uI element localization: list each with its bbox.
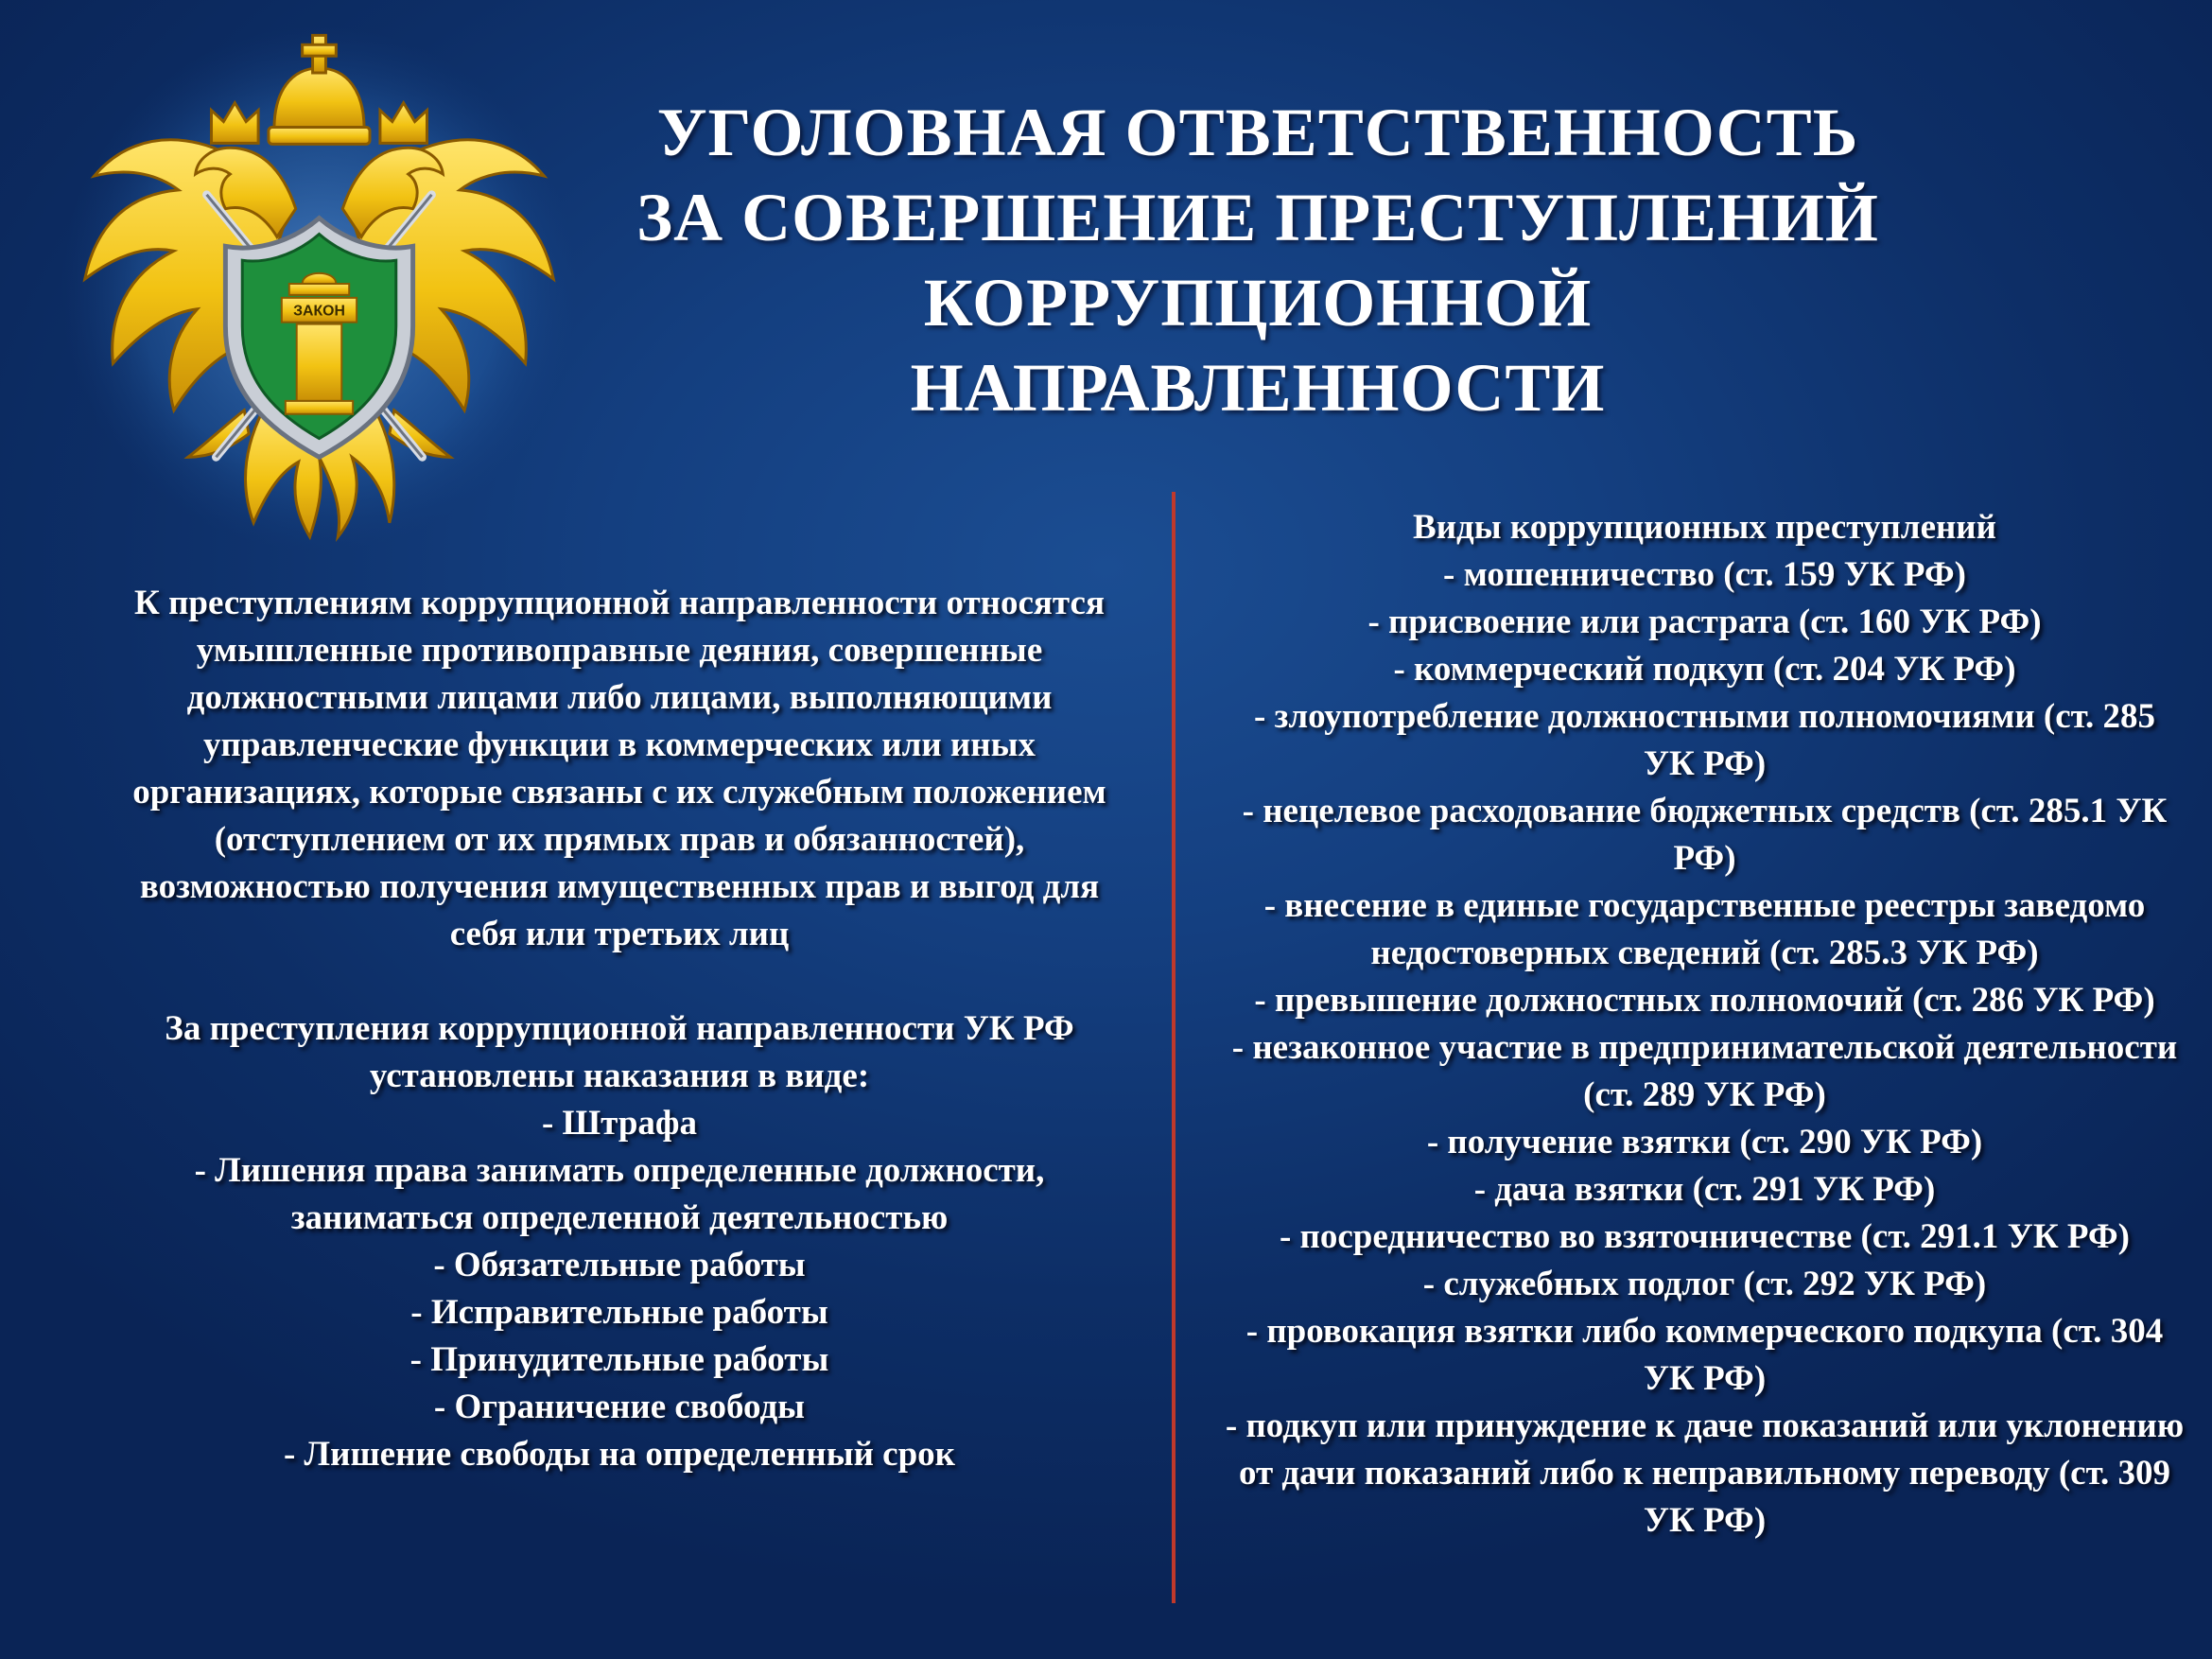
punishment-item: - Лишения права занимать определенные должности, заниматься определенной деятельностью bbox=[194, 1151, 1045, 1237]
punishment-item: - Ограничение свободы bbox=[433, 1388, 806, 1426]
crime-type-item: - дача взятки (ст. 291 УК РФ) bbox=[1473, 1170, 1936, 1209]
punishment-item: - Принудительные работы bbox=[409, 1340, 829, 1379]
crime-type-item: - провокация взятки либо коммерческого подкупа (ст. 304 УК РФ) bbox=[1245, 1312, 2164, 1398]
punishments-list bbox=[132, 1100, 1106, 1478]
definition-paragraph: К преступлениям коррупционной направленности относятся умышленные противоправные деяния, совершенные должностными лицами либо лицами, выполняющими управленческие функции в коммерческих или иных организациях, которые связаны с их служебным положением (отступлением от их прямых прав и обязанностей), возможностью получения имущественных прав и выгод для себя или третьих лиц bbox=[132, 584, 1106, 953]
punishment-item: - Обязательные работы bbox=[433, 1246, 806, 1284]
crime-type-item: - служебных подлог (ст. 292 УК РФ) bbox=[1422, 1265, 1987, 1303]
crime-types-list bbox=[1225, 551, 2185, 1545]
column-divider bbox=[1172, 492, 1176, 1603]
crime-type-item: - внесение в единые государственные реестры заведомо недостоверных сведений (ст. 285.3 УК РФ) bbox=[1263, 886, 2146, 972]
crime-type-item: - подкуп или принуждение к даче показаний или уклонению от дачи показаний либо к неправильному переводу (ст. 309 УК РФ) bbox=[1225, 1406, 2185, 1540]
title-line: КОРРУПЦИОННОЙ bbox=[923, 265, 1593, 341]
title-line: ЗА СОВЕРШЕНИЕ ПРЕСТУПЛЕНИЙ bbox=[636, 180, 1879, 255]
paragraph-spacer bbox=[132, 958, 1106, 1005]
title-line: НАПРАВЛЕННОСТИ bbox=[910, 350, 1606, 426]
punishment-item: - Штрафа bbox=[541, 1104, 697, 1143]
crime-type-item: - коммерческий подкуп (ст. 204 УК РФ) bbox=[1393, 650, 2016, 689]
crime-type-item: - превышение должностных полномочий (ст. 286 УК РФ) bbox=[1254, 981, 2155, 1020]
punishment-item: - Лишение свободы на определенный срок bbox=[283, 1435, 955, 1474]
title-line: УГОЛОВНАЯ ОТВЕТСТВЕННОСТЬ bbox=[656, 95, 1859, 170]
crime-type-item: - злоупотребление должностными полномочиями (ст. 285 УК РФ) bbox=[1253, 697, 2156, 783]
right-column bbox=[1225, 504, 2185, 1545]
punishment-item: - Исправительные работы bbox=[410, 1293, 828, 1332]
crime-types-heading: Виды коррупционных преступлений bbox=[1413, 508, 1996, 547]
left-column bbox=[132, 580, 1106, 1478]
crime-type-item: - мошенничество (ст. 159 УК РФ) bbox=[1443, 555, 1966, 594]
crime-type-item: - нецелевое расходование бюджетных средств (ст. 285.1 УК РФ) bbox=[1242, 792, 2168, 878]
crime-type-item: - незаконное участие в предпринимательской деятельности (ст. 289 УК РФ) bbox=[1231, 1028, 2178, 1114]
crime-type-item: - получение взятки (ст. 290 УК РФ) bbox=[1426, 1123, 1983, 1161]
emblem-label: ЗАКОН bbox=[293, 303, 345, 320]
page-title bbox=[586, 90, 1929, 430]
eagle-emblem-icon bbox=[57, 14, 582, 553]
crime-type-item: - посредничество во взяточничестве (ст. 291.1 УК РФ) bbox=[1279, 1217, 2130, 1256]
prosecutor-emblem bbox=[57, 14, 582, 553]
crime-type-item: - присвоение или растрата (ст. 160 УК РФ) bbox=[1367, 602, 2042, 641]
punishments-intro: За преступления коррупционной направленности УК РФ установлены наказания в виде: bbox=[165, 1009, 1074, 1095]
